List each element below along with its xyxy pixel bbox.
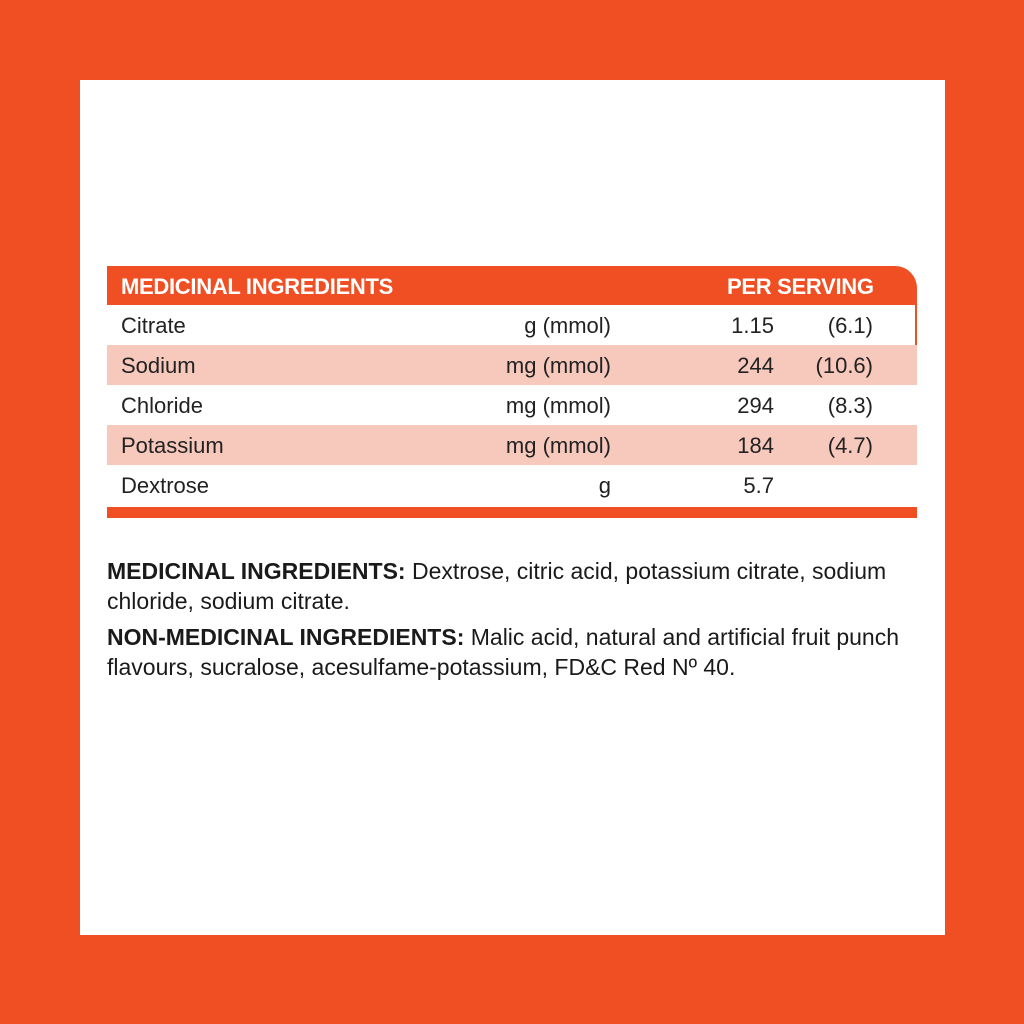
ingredient-name: Chloride <box>121 393 203 418</box>
label-panel <box>80 80 945 935</box>
medicinal-ingredients-list: Dextrose, citric acid, potassium citrate, sodium chloride, sodium citrate. <box>107 558 887 614</box>
table-row <box>107 305 917 345</box>
ingredient-mmol: (6.1) <box>827 313 873 338</box>
ingredient-mmol: (10.6) <box>815 353 873 378</box>
ingredient-unit: mg (mmol) <box>505 433 611 458</box>
ingredient-name: Citrate <box>121 313 186 338</box>
table-row <box>107 385 917 425</box>
ingredient-unit: mg (mmol) <box>505 393 611 418</box>
ingredient-mmol: (8.3) <box>827 393 873 418</box>
table-edge <box>915 305 917 345</box>
medicinal-ingredients-label: MEDICINAL INGREDIENTS: <box>107 558 406 584</box>
ingredient-amount: 244 <box>737 353 774 378</box>
ingredient-amount: 184 <box>737 433 774 458</box>
header-per-serving: PER SERVING <box>727 274 874 299</box>
ingredient-unit: g (mmol) <box>524 313 611 338</box>
ingredient-unit: g <box>598 473 611 498</box>
header-medicinal-ingredients: MEDICINAL INGREDIENTS <box>121 274 393 299</box>
ingredient-amount: 1.15 <box>731 313 774 338</box>
table-bottom-bar <box>107 507 917 518</box>
ingredient-name: Sodium <box>121 353 196 378</box>
table-header <box>107 266 917 305</box>
non-medicinal-ingredients-paragraph <box>107 622 927 682</box>
ingredient-name: Potassium <box>121 433 224 458</box>
nutrition-table <box>107 266 917 518</box>
table-row <box>107 465 917 505</box>
medicinal-ingredients-paragraph <box>107 556 927 616</box>
ingredient-unit: mg (mmol) <box>505 353 611 378</box>
ingredients-text <box>107 556 927 688</box>
ingredient-mmol: (4.7) <box>827 433 873 458</box>
table-row <box>107 425 917 465</box>
ingredient-amount: 5.7 <box>743 473 774 498</box>
ingredient-amount: 294 <box>737 393 774 418</box>
non-medicinal-ingredients-list: Malic acid, natural and artificial fruit punch flavours, sucralose, acesulfame-potassium, FD&C Red Nº 40. <box>107 624 900 680</box>
table-row <box>107 345 917 385</box>
non-medicinal-ingredients-label: NON-MEDICINAL INGREDIENTS: <box>107 624 465 650</box>
ingredient-name: Dextrose <box>121 473 210 498</box>
